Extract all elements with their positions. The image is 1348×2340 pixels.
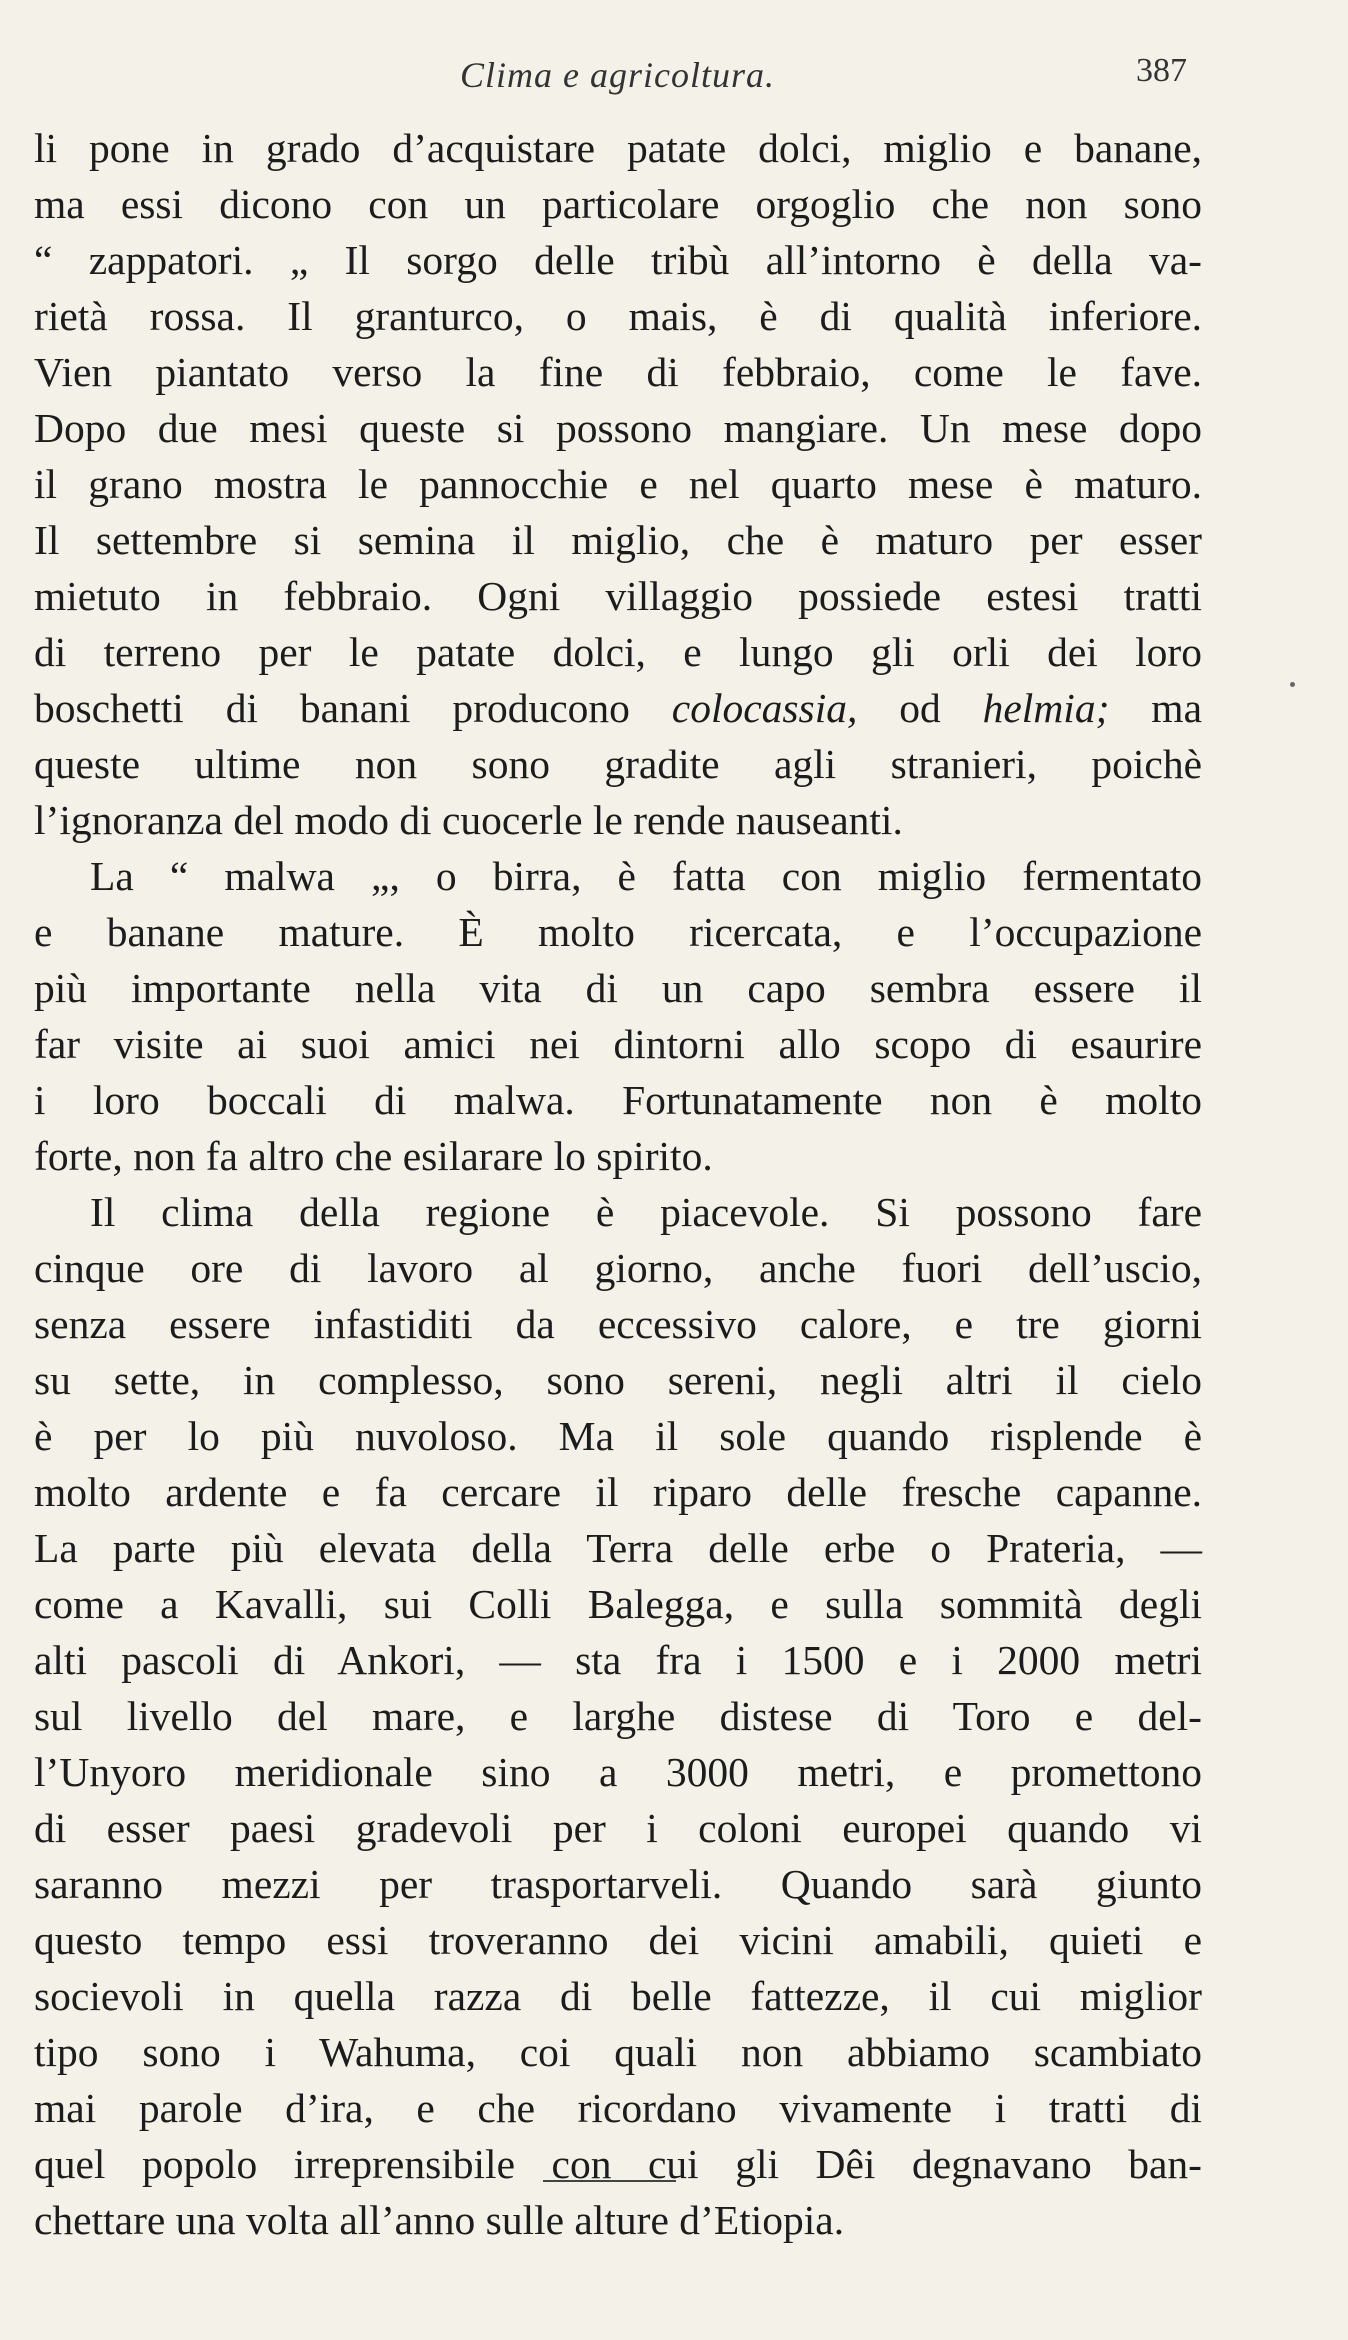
italic-term: colocassia, <box>671 685 858 731</box>
text-line: di esser paesi gradevoli per i coloni europei quando vi <box>34 1805 1202 1851</box>
text-line: di terreno per le patate dolci, e lungo gli orli dei loro <box>34 629 1202 675</box>
running-title: Clima e agricoltura. <box>460 55 775 95</box>
text-line: senza essere infastiditi da eccessivo calore, e tre giorni <box>34 1301 1202 1347</box>
text-line: come a Kavalli, sui Colli Balegga, e sulla sommità degli <box>34 1581 1202 1627</box>
text-line: i loro boccali di malwa. Fortunatamente non è molto <box>34 1077 1202 1123</box>
text-line: l’ignoranza del modo di cuocerle le rende nauseanti. <box>34 797 903 843</box>
text-line: Il settembre si semina il miglio, che è maturo per esser <box>34 517 1202 563</box>
page-number: 387 <box>1136 52 1187 89</box>
text-line: Vien piantato verso la fine di febbraio, come le fave. <box>34 349 1202 395</box>
text-line: “ zappatori. „ Il sorgo delle tribù all’intorno è della va- <box>34 237 1202 283</box>
text-line-italic-terms: boschetti di banani producono colocassia, od helmia; ma <box>34 685 1203 731</box>
text-line: alti pascoli di Ankori, — sta fra i 1500 e i 2000 metri <box>34 1637 1202 1683</box>
text-line: su sette, in complesso, sono sereni, negli altri il cielo <box>34 1357 1202 1403</box>
text-line: più importante nella vita di un capo sembra essere il <box>34 965 1202 1011</box>
text-line: rietà rossa. Il granturco, o mais, è di qualità inferiore. <box>34 293 1202 339</box>
text-line: ma essi dicono con un particolare orgoglio che non sono <box>34 181 1202 227</box>
text-line-paragraph-start: La “ malwa „, o birra, è fatta con miglio fermentato <box>90 853 1202 899</box>
text-line: sul livello del mare, e larghe distese di Toro e del- <box>34 1693 1202 1739</box>
text-line: l’Unyoro meridionale sino a 3000 metri, e promettono <box>34 1749 1202 1795</box>
text-line-paragraph-start: Il clima della regione è piacevole. Si possono fare <box>90 1189 1202 1235</box>
text-line: mai parole d’ira, e che ricordano vivamente i tratti di <box>34 2085 1202 2131</box>
text-line: La parte più elevata della Terra delle erbe o Prateria, — <box>34 1525 1202 1571</box>
body-text <box>34 120 1202 2248</box>
text-line: cinque ore di lavoro al giorno, anche fuori dell’uscio, <box>34 1245 1202 1291</box>
text-line: tipo sono i Wahuma, coi quali non abbiamo scambiato <box>34 2029 1202 2075</box>
text-line: chettare una volta all’anno sulle alture d’Etiopia. <box>34 2197 845 2243</box>
text-line: e banane mature. È molto ricercata, e l’occupazione <box>34 909 1202 955</box>
text-line: Dopo due mesi queste si possono mangiare. Un mese dopo <box>34 405 1202 451</box>
text-line: forte, non fa altro che esilarare lo spirito. <box>34 1133 713 1179</box>
paper-speck <box>1290 682 1295 687</box>
text-line: saranno mezzi per trasportarveli. Quando sarà giunto <box>34 1861 1202 1907</box>
text-line: questo tempo essi troveranno dei vicini amabili, quieti e <box>34 1917 1202 1963</box>
text-line: mietuto in febbraio. Ogni villaggio possiede estesi tratti <box>34 573 1202 619</box>
text-line: queste ultime non sono gradite agli stranieri, poichè <box>34 741 1202 787</box>
text-line: il grano mostra le pannocchie e nel quarto mese è maturo. <box>34 461 1202 507</box>
text-line: quel popolo irreprensibile con cui gli Dêi degnavano ban- <box>34 2141 1202 2187</box>
closing-rule <box>543 2180 676 2182</box>
text-line: molto ardente e fa cercare il riparo delle fresche capanne. <box>34 1469 1202 1515</box>
text-line: far visite ai suoi amici nei dintorni allo scopo di esaurire <box>34 1021 1202 1067</box>
text-line: li pone in grado d’acquistare patate dolci, miglio e banane, <box>34 125 1202 171</box>
running-head <box>0 50 1348 100</box>
italic-term: helmia; <box>982 685 1110 731</box>
text-line: è per lo più nuvoloso. Ma il sole quando risplende è <box>34 1413 1202 1459</box>
text-line: socievoli in quella razza di belle fattezze, il cui miglior <box>34 1973 1202 2019</box>
